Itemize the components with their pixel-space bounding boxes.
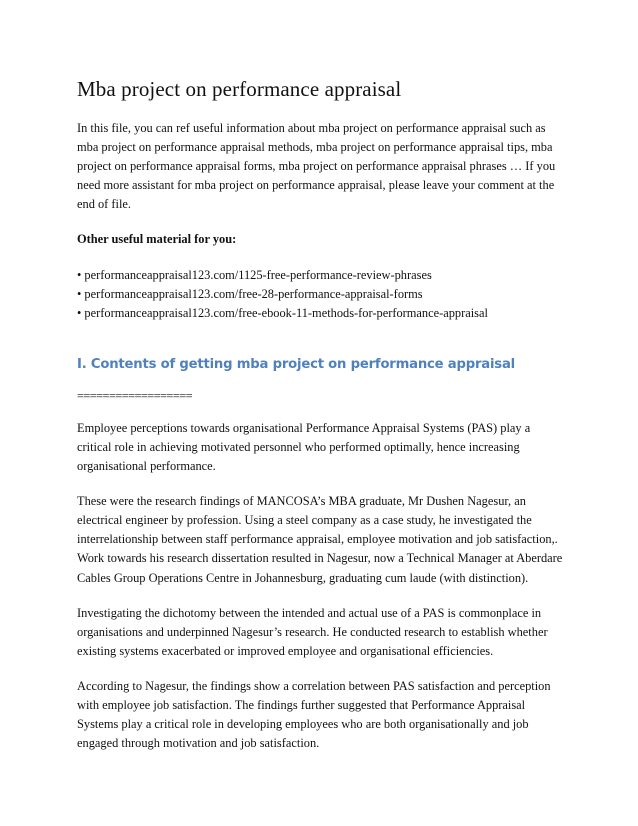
separator-line: ================== [77, 388, 192, 403]
material-link-list [77, 266, 567, 323]
document-body [77, 76, 567, 769]
body-paragraph-1: Employee perceptions towards organisational Performance Appraisal Systems (PAS) play a critical role in achieving motivated personnel who performed optimally, hence increasing organisational performance. [77, 420, 531, 474]
material-link-ebook-methods: • performanceappraisal123.com/free-ebook-11-methods-for-performance-appraisal [77, 305, 488, 320]
material-link-review-phrases: • performanceappraisal123.com/1125-free-performance-review-phrases [77, 267, 432, 282]
intro-paragraph: In this file, you can ref useful information about mba project on performance appraisal such as mba project on performance appraisal methods, mba project on performance appraisal tips, mba project on performance appraisal forms, mba project on performance appraisal phrases … If you need more assistant for mba project on performance appraisal, please leave your comment at the end of file. [77, 121, 556, 212]
material-link-appraisal-forms: • performanceappraisal123.com/free-28-performance-appraisal-forms [77, 286, 423, 301]
body-paragraph-3: Investigating the dichotomy between the intended and actual use of a PAS is commonplace in organisations and underpinned Nagesur’s research. He conducted research to establish whether existing systems exacerbated or improved employee and organisational efficiencies. [77, 605, 548, 658]
other-material-heading: Other useful material for you: [77, 232, 237, 247]
body-paragraph-4: According to Nagesur, the findings show a correlation between PAS satisfaction and perception with employee job satisfaction. The findings further suggested that Performance Appraisal Systems play a critical role in developing employees who are both organisationally and job engaged through motivation and job satisfaction. [77, 678, 551, 751]
section-heading: I. Contents of getting mba project on performance appraisal [77, 356, 515, 372]
body-paragraph-2: These were the research findings of MANCOSA’s MBA graduate, Mr Dushen Nagesur, an electrical engineer by profession. Using a steel company as a case study, he investigated the interrelationship between staff performance appraisal, employee motivation and job satisfaction,. Work towards his research dissertation resulted in Nagesur, now a Technical Manager at Aberdare Cables Group Operations Centre in Johannesburg, graduating cum laude (with distinction). [77, 494, 563, 585]
document-title: Mba project on performance appraisal [77, 77, 402, 101]
